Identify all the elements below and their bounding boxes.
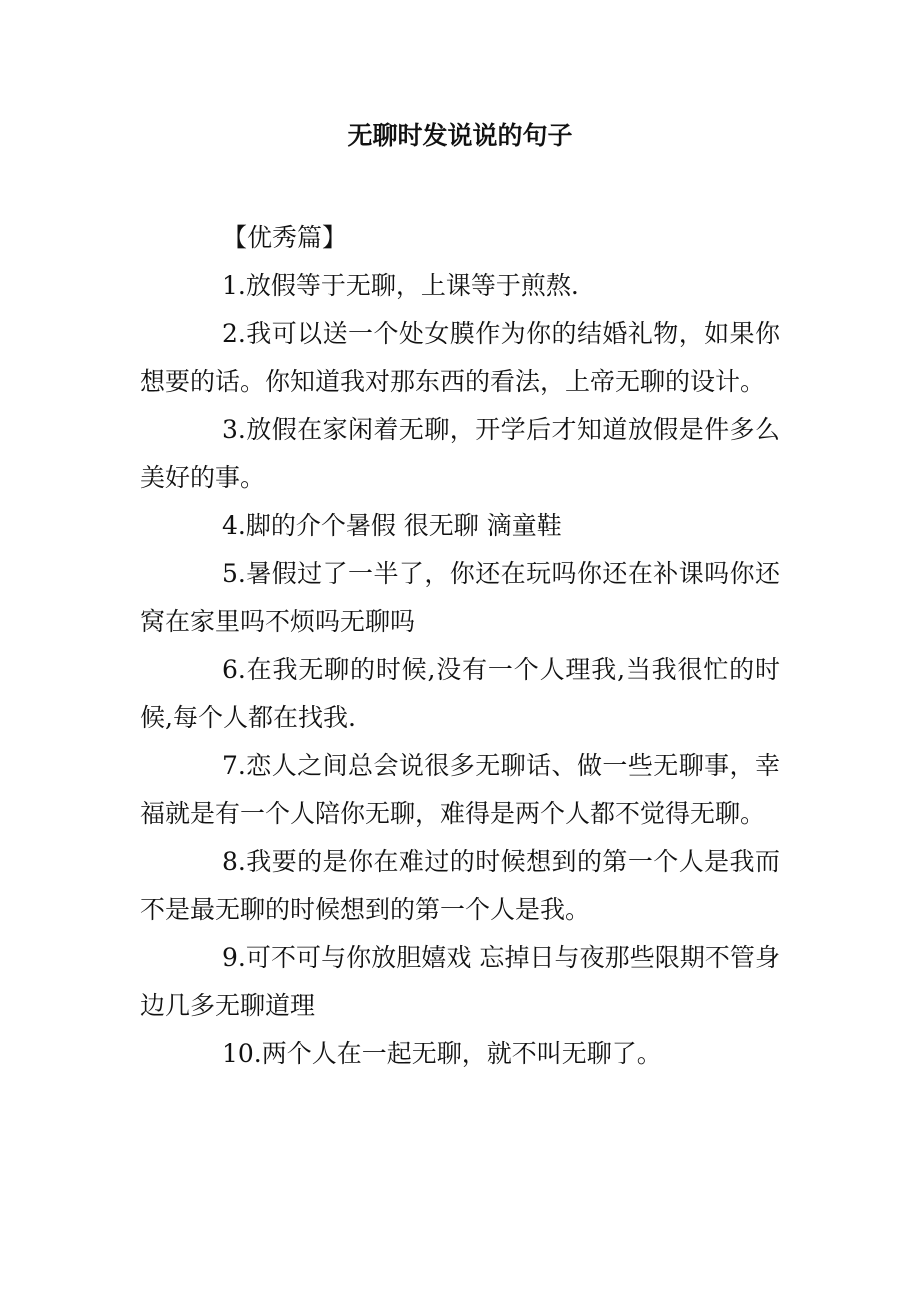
list-item: 8.我要的是你在难过的时候想到的第一个人是我而不是最无聊的时候想到的第一个人是我。: [140, 847, 780, 924]
document-body: [140, 214, 780, 1078]
list-item: 9.可不可与你放胆嬉戏 忘掉日与夜那些限期不管身边几多无聊道理: [140, 943, 780, 1020]
document-title: 无聊时发说说的句子: [347, 121, 573, 150]
list-item: 10.两个人在一起无聊，就不叫无聊了。: [222, 1039, 662, 1068]
list-item: 4.脚的介个暑假 很无聊 滴童鞋: [222, 511, 562, 540]
list-item: 1.放假等于无聊，上课等于煎熬.: [222, 271, 579, 300]
list-item: 7.恋人之间总会说很多无聊话、做一些无聊事，幸福就是有一个人陪你无聊，难得是两个人都不觉得无聊。: [140, 751, 780, 828]
list-item: 3.放假在家闲着无聊，开学后才知道放假是件多么美好的事。: [140, 415, 780, 492]
section-heading: 【优秀篇】: [222, 223, 348, 252]
list-item: 2.我可以送一个处女膜作为你的结婚礼物，如果你想要的话。你知道我对那东西的看法，上帝无聊的设计。: [140, 319, 780, 396]
list-item: 5.暑假过了一半了，你还在玩吗你还在补课吗你还窝在家里吗不烦吗无聊吗: [140, 559, 780, 636]
list-item: 6.在我无聊的时候,没有一个人理我,当我很忙的时候,每个人都在找我.: [140, 655, 780, 732]
